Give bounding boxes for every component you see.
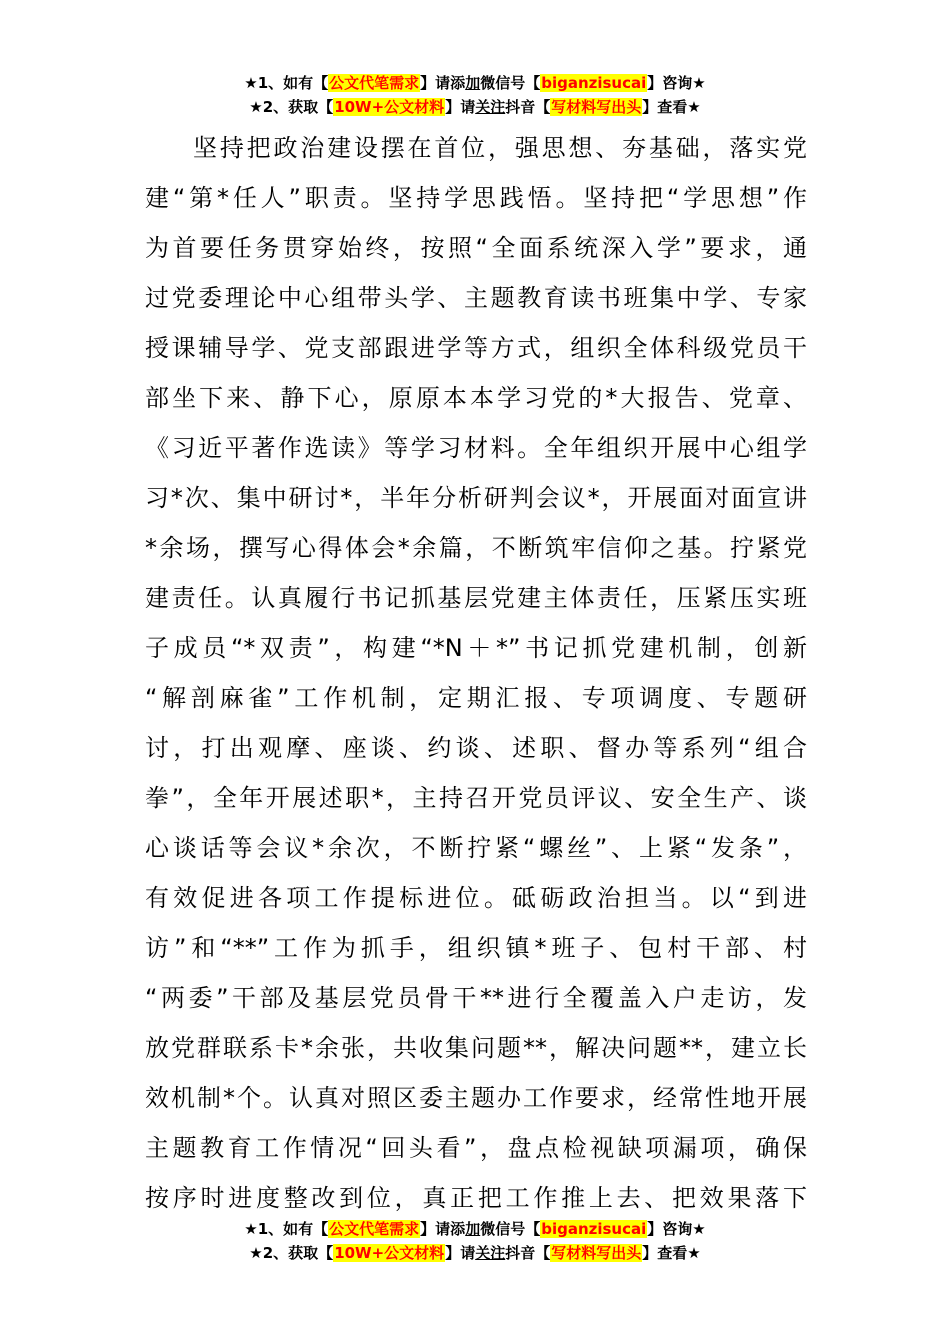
promo-text: 微信号【 <box>480 74 541 92</box>
promo-text: ★1、如有【 <box>244 74 329 92</box>
promo-text: ★2、获取【 <box>249 1244 334 1262</box>
paragraph-line: 《习近平著作选读》等学习材料。全年组织开展中心组学 <box>145 434 807 462</box>
promo-highlight-materials: 10W+公文材料 <box>334 1244 445 1262</box>
promo-highlight-wechat-id: biganzisucai <box>541 1220 647 1238</box>
promo-text: 】请添 <box>420 1220 466 1238</box>
paragraph-line: 过党委理论中心组带头学、主题教育读书班集中学、专家 <box>145 284 807 312</box>
paragraph-line: 主题教育工作情况“回头看”，盘点检视缺项漏项，确保 <box>145 1134 807 1162</box>
paragraph-line: 心谈话等会议*余次，不断拧紧“螺丝”、上紧“发条”， <box>145 834 807 862</box>
promo-text-emphasis: 关注 <box>475 98 506 116</box>
paragraph-line: “两委”干部及基层党员骨干**进行全覆盖入户走访，发 <box>145 984 807 1012</box>
paragraph-line: 授课辅导学、党支部跟进学等方式，组织全体科级党员干 <box>145 334 807 362</box>
promo-text-emphasis: 加 <box>465 74 481 92</box>
paragraph-line: 讨，打出观摩、座谈、约谈、述职、督办等系列“组合 <box>145 734 807 762</box>
promo-text: 微信号【 <box>480 1220 541 1238</box>
paragraph-line: 放党群联系卡*余张，共收集问题**，解决问题**，建立长 <box>145 1034 807 1062</box>
promo-banner-top <box>0 71 950 119</box>
promo-text: 】查看★ <box>642 1244 701 1262</box>
paragraph-line: 建责任。认真履行书记抓基层党建主体责任，压紧压实班 <box>145 584 807 612</box>
promo-text-emphasis: 关注 <box>475 1244 506 1262</box>
paragraph-line: 拳”，全年开展述职*，主持召开党员评议、安全生产、谈 <box>145 784 807 812</box>
promo-text: 抖音【 <box>505 98 551 116</box>
promo-text: 】查看★ <box>642 98 701 116</box>
promo-line-1 <box>0 71 950 95</box>
paragraph-line: 访”和“**”工作为抓手，组织镇*班子、包村干部、村 <box>145 934 807 962</box>
promo-highlight-douyin: 写材料写出头 <box>551 1244 642 1262</box>
paragraph-line: 有效促进各项工作提标进位。砥砺政治担当。以“到进 <box>145 884 807 912</box>
body-paragraph <box>145 123 807 1223</box>
promo-highlight-materials: 10W+公文材料 <box>334 98 445 116</box>
paragraph-line: 坚持把政治建设摆在首位，强思想、夯基础，落实党 <box>193 134 807 162</box>
promo-text: 】请 <box>445 1244 476 1262</box>
promo-text: 抖音【 <box>505 1244 551 1262</box>
promo-highlight-service: 公文代笔需求 <box>329 74 420 92</box>
paragraph-line: 习*次、集中研讨*，半年分析研判会议*，开展面对面宣讲 <box>145 484 807 512</box>
promo-line-2 <box>0 1241 950 1265</box>
paragraph-line: 建“第*任人”职责。坚持学思践悟。坚持把“学思想”作 <box>145 184 807 212</box>
promo-text: ★1、如有【 <box>244 1220 329 1238</box>
promo-text: 】请 <box>445 98 476 116</box>
promo-text: 】咨询★ <box>647 1220 706 1238</box>
paragraph-line: 为首要任务贯穿始终，按照“全面系统深入学”要求，通 <box>145 234 807 262</box>
promo-banner-bottom <box>0 1217 950 1265</box>
promo-highlight-service: 公文代笔需求 <box>329 1220 420 1238</box>
paragraph-line: 按序时进度整改到位，真正把工作推上去、把效果落下 <box>145 1184 807 1212</box>
promo-text: 】请添 <box>420 74 466 92</box>
promo-text: 】咨询★ <box>647 74 706 92</box>
paragraph-line: “解剖麻雀”工作机制，定期汇报、专项调度、专题研 <box>145 684 807 712</box>
promo-highlight-wechat-id: biganzisucai <box>541 74 647 92</box>
paragraph-line: *余场，撰写心得体会*余篇，不断筑牢信仰之基。拧紧党 <box>145 534 807 562</box>
promo-line-2 <box>0 95 950 119</box>
promo-text: ★2、获取【 <box>249 98 334 116</box>
paragraph-line: 子成员“*双责”，构建“*N＋*”书记抓党建机制，创新 <box>145 634 807 662</box>
promo-highlight-douyin: 写材料写出头 <box>551 98 642 116</box>
paragraph-line: 效机制*个。认真对照区委主题办工作要求，经常性地开展 <box>145 1084 807 1112</box>
promo-line-1 <box>0 1217 950 1241</box>
promo-text-emphasis: 加 <box>465 1220 481 1238</box>
paragraph-line: 部坐下来、静下心，原原本本学习党的*大报告、党章、 <box>145 384 807 412</box>
